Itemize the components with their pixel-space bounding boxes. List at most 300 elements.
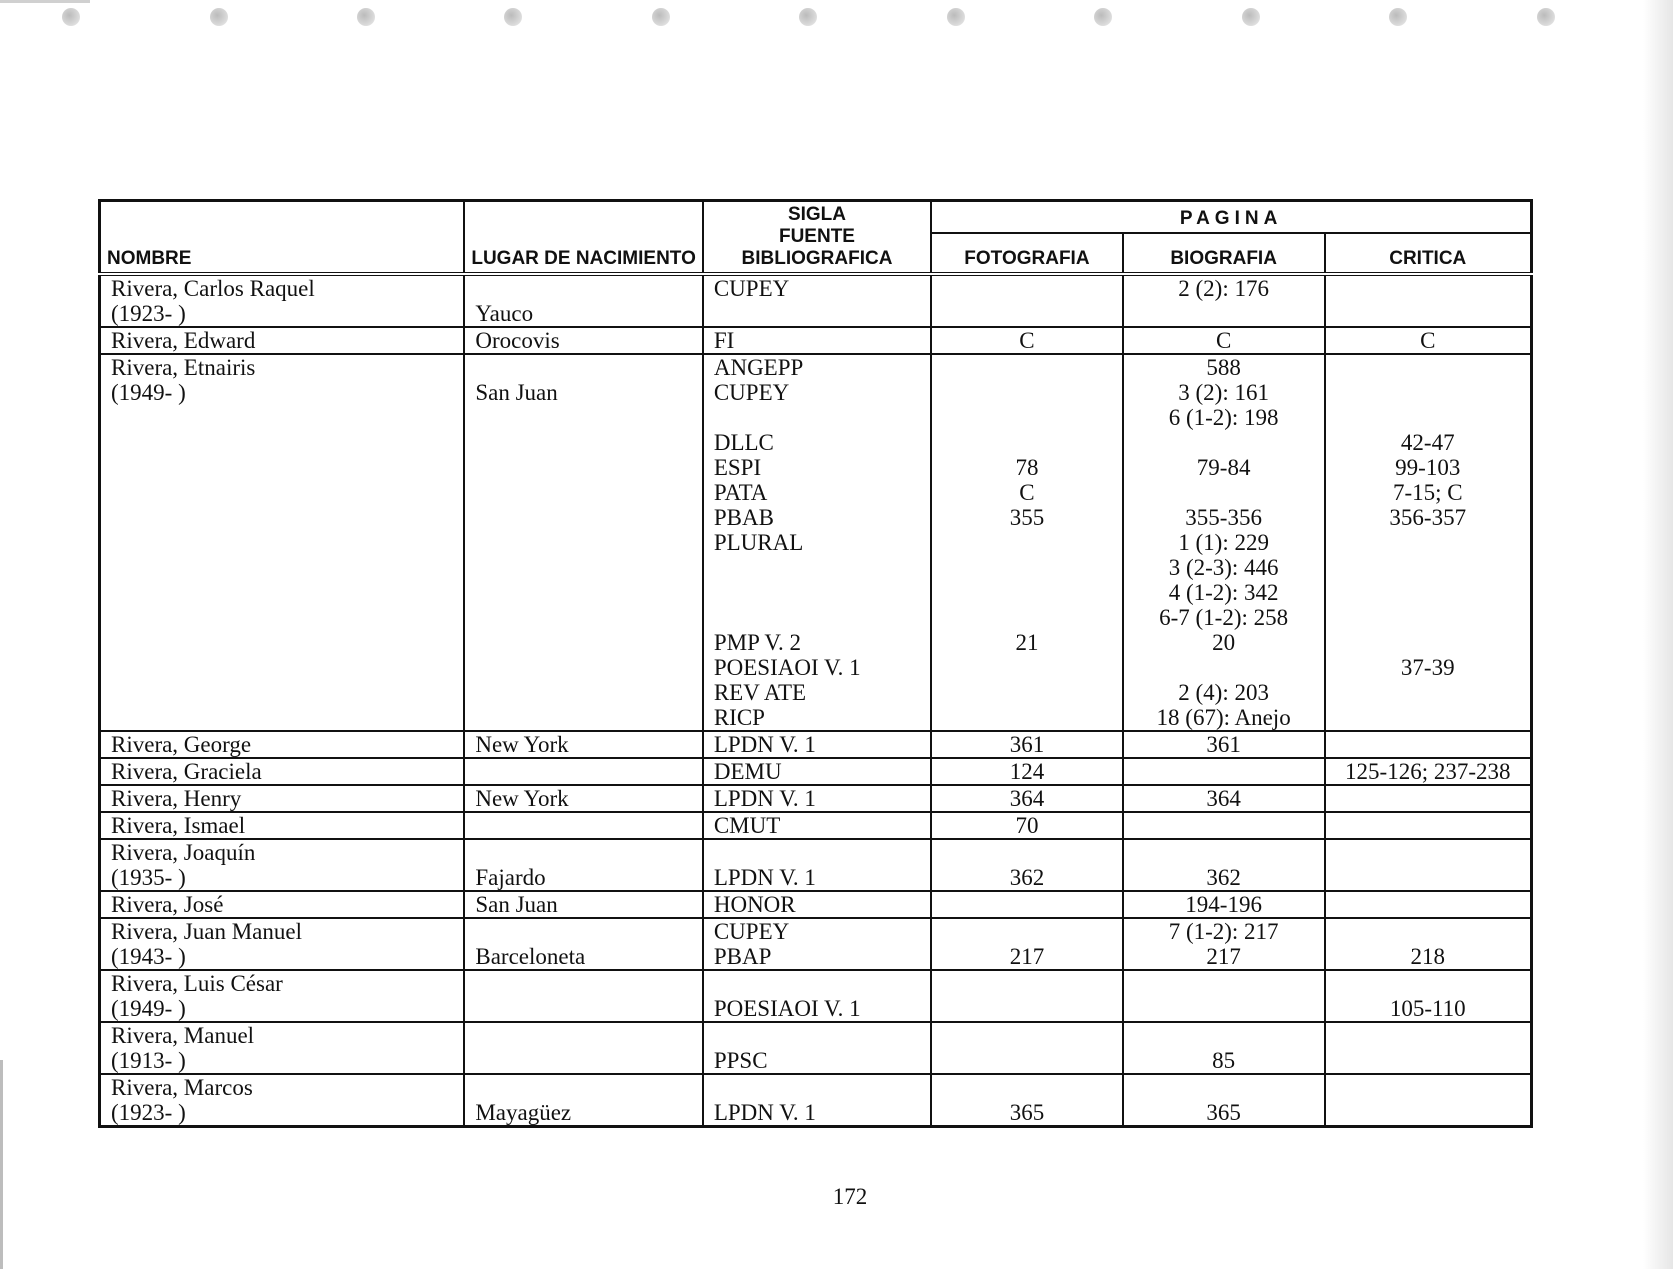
cell-line: 365 <box>1009 1100 1045 1125</box>
cell-line <box>1336 971 1520 996</box>
cell-line <box>1336 732 1520 757</box>
cell-nombre <box>100 274 465 327</box>
cell-line <box>1336 786 1520 811</box>
cell-critica <box>1325 891 1532 918</box>
cell-line: Fajardo <box>475 865 546 890</box>
cell-line: C <box>1019 480 1035 505</box>
cell-line <box>714 301 920 326</box>
header-fotografia: FOTOGRAFIA <box>931 233 1123 274</box>
cell-line: Barceloneta <box>475 944 586 969</box>
cell-line <box>1134 813 1314 838</box>
cell-line: PMP V. 2 <box>713 630 802 655</box>
cell-line <box>942 705 1112 730</box>
cell-line: PLURAL <box>713 530 804 555</box>
cell-biografia <box>1123 839 1325 891</box>
cell-line: POESIAOI V. 1 <box>713 996 861 1021</box>
cell-lugar-de-nacimiento <box>464 839 702 891</box>
binder-hole <box>357 8 375 26</box>
cell-biografia <box>1123 812 1325 839</box>
header-critica: CRITICA <box>1325 233 1532 274</box>
cell-line: (1923- ) <box>111 1100 186 1125</box>
cell-line <box>111 555 453 580</box>
cell-line: FI <box>713 328 735 353</box>
table-row <box>100 354 1532 731</box>
cell-nombre <box>100 785 465 812</box>
cell-line <box>475 680 691 705</box>
cell-lugar-de-nacimiento <box>464 918 702 970</box>
cell-critica <box>1325 918 1532 970</box>
cell-line <box>475 919 691 944</box>
cell-line <box>1336 865 1520 890</box>
cell-fotografia <box>931 758 1123 785</box>
cell-line: Rivera, Ismael <box>111 813 246 838</box>
cell-line: 6-7 (1-2): 258 <box>1159 605 1289 630</box>
cell-line: 7 (1-2): 217 <box>1168 919 1279 944</box>
cell-line <box>942 1023 1112 1048</box>
cell-line: C <box>1420 328 1436 353</box>
cell-line <box>1134 840 1314 865</box>
cell-biografia <box>1123 731 1325 758</box>
header-sigla: SIGLA <box>787 204 847 225</box>
cell-line <box>942 530 1112 555</box>
cell-biografia <box>1123 1074 1325 1127</box>
cell-line: San Juan <box>475 380 558 405</box>
cell-line: 99-103 <box>1395 455 1461 480</box>
cell-fotografia <box>931 1074 1123 1127</box>
cell-line <box>714 555 920 580</box>
binder-hole <box>799 8 817 26</box>
cell-line <box>1134 430 1314 455</box>
cell-biografia <box>1123 758 1325 785</box>
cell-line: Rivera, Luis César <box>111 971 283 996</box>
table-row <box>100 731 1532 758</box>
cell-line <box>942 580 1112 605</box>
cell-line <box>475 1023 691 1048</box>
cell-biografia <box>1123 274 1325 327</box>
cell-line <box>475 1075 691 1100</box>
cell-line <box>942 405 1112 430</box>
cell-lugar-de-nacimiento <box>464 731 702 758</box>
table-body <box>100 274 1532 1127</box>
cell-line <box>1336 301 1520 326</box>
cell-line: 20 <box>1212 630 1236 655</box>
cell-line <box>1336 355 1520 380</box>
cell-line <box>942 605 1112 630</box>
cell-line: Rivera, Edward <box>111 328 256 353</box>
header-pagina: PAGINA <box>931 201 1531 234</box>
cell-critica <box>1325 812 1532 839</box>
cell-line <box>475 996 691 1021</box>
cell-line <box>475 655 691 680</box>
cell-line: Rivera, Henry <box>111 786 242 811</box>
header-lugar-de-nacimiento: LUGAR DE NACIMIENTO <box>464 201 702 275</box>
table-row <box>100 758 1532 785</box>
cell-line <box>475 605 691 630</box>
cell-critica <box>1325 839 1532 891</box>
cell-line <box>1336 530 1520 555</box>
cell-critica <box>1325 758 1532 785</box>
cell-line <box>942 996 1112 1021</box>
cell-line: PBAP <box>713 944 772 969</box>
cell-sigla <box>703 1074 931 1127</box>
cell-line <box>942 919 1112 944</box>
cell-sigla <box>703 891 931 918</box>
cell-biografia <box>1123 891 1325 918</box>
cell-line <box>942 655 1112 680</box>
cell-line <box>111 505 453 530</box>
binder-hole <box>210 8 228 26</box>
cell-line: 21 <box>1015 630 1039 655</box>
cell-critica <box>1325 970 1532 1022</box>
cell-lugar-de-nacimiento <box>464 785 702 812</box>
cell-line <box>942 555 1112 580</box>
cell-nombre <box>100 758 465 785</box>
cell-lugar-de-nacimiento <box>464 758 702 785</box>
cell-line <box>475 840 691 865</box>
cell-nombre <box>100 812 465 839</box>
cell-line: DEMU <box>713 759 782 784</box>
cell-fotografia <box>931 731 1123 758</box>
cell-line <box>1336 840 1520 865</box>
cell-line <box>111 405 453 430</box>
cell-critica <box>1325 327 1532 354</box>
cell-sigla <box>703 785 931 812</box>
cell-line <box>714 1023 920 1048</box>
cell-line <box>111 480 453 505</box>
cell-line <box>1336 1048 1520 1073</box>
cell-line <box>714 580 920 605</box>
cell-critica <box>1325 785 1532 812</box>
cell-lugar-de-nacimiento <box>464 812 702 839</box>
cell-fotografia <box>931 839 1123 891</box>
cell-fotografia <box>931 354 1123 731</box>
cell-biografia <box>1123 785 1325 812</box>
cell-line: (1935- ) <box>111 865 186 890</box>
cell-line <box>714 971 920 996</box>
cell-line <box>111 530 453 555</box>
cell-line <box>1336 405 1520 430</box>
cell-line: Rivera, Marcos <box>111 1075 253 1100</box>
cell-line: 217 <box>1206 944 1241 969</box>
cell-line <box>1134 996 1314 1021</box>
cell-line: CUPEY <box>713 276 790 301</box>
cell-line <box>714 840 920 865</box>
cell-line: Rivera, Joaquín <box>111 840 256 865</box>
cell-line <box>1134 1023 1314 1048</box>
cell-line <box>1336 605 1520 630</box>
cell-line <box>475 813 691 838</box>
binder-hole <box>62 8 80 26</box>
binder-hole <box>652 8 670 26</box>
cell-line <box>1134 301 1314 326</box>
header-nombre: NOMBRE <box>100 201 465 275</box>
cell-line <box>1134 655 1314 680</box>
cell-nombre <box>100 1074 465 1127</box>
cell-line <box>1336 1075 1520 1100</box>
table-row <box>100 327 1532 354</box>
cell-line <box>475 430 691 455</box>
cell-line: 125-126; 237-238 <box>1345 759 1511 784</box>
cell-line: Rivera, Juan Manuel <box>111 919 302 944</box>
cell-line: (1923- ) <box>111 301 186 326</box>
cell-line <box>1134 971 1314 996</box>
cell-line: 364 <box>1206 786 1241 811</box>
cell-line: 37-39 <box>1400 655 1455 680</box>
cell-lugar-de-nacimiento <box>464 1074 702 1127</box>
cell-line <box>475 405 691 430</box>
cell-line <box>475 505 691 530</box>
cell-nombre <box>100 1022 465 1074</box>
cell-line: RICP <box>713 705 765 730</box>
cell-line: 355-356 <box>1185 505 1262 530</box>
cell-line <box>1336 630 1520 655</box>
cell-line <box>111 705 453 730</box>
cell-line <box>1134 1075 1314 1100</box>
table-row <box>100 891 1532 918</box>
cell-sigla <box>703 970 931 1022</box>
cell-sigla <box>703 354 931 731</box>
cell-lugar-de-nacimiento <box>464 274 702 327</box>
cell-line <box>111 630 453 655</box>
cell-line <box>111 580 453 605</box>
cell-line: LPDN V. 1 <box>713 786 816 811</box>
cell-line: 361 <box>1009 732 1045 757</box>
table-row <box>100 1074 1532 1127</box>
cell-line <box>1134 480 1314 505</box>
cell-sigla <box>703 918 931 970</box>
header-sigla-fuente <box>703 201 931 275</box>
cell-fotografia <box>931 274 1123 327</box>
cell-line <box>942 680 1112 705</box>
cell-line <box>942 355 1112 380</box>
cell-line <box>714 605 920 630</box>
cell-line: 78 <box>1015 455 1039 480</box>
cell-line: Rivera, Etnairis <box>111 355 256 380</box>
cell-line <box>1336 1100 1520 1125</box>
cell-line <box>1336 1023 1520 1048</box>
cell-line <box>942 1075 1112 1100</box>
cell-line <box>942 380 1112 405</box>
cell-lugar-de-nacimiento <box>464 970 702 1022</box>
cell-line <box>475 276 691 301</box>
cell-line: 364 <box>1009 786 1045 811</box>
cell-line: POESIAOI V. 1 <box>713 655 861 680</box>
cell-line: 3 (2): 161 <box>1178 380 1269 405</box>
table-row <box>100 918 1532 970</box>
cell-fotografia <box>931 970 1123 1022</box>
cell-sigla <box>703 1022 931 1074</box>
binder-hole <box>504 8 522 26</box>
cell-fotografia <box>931 918 1123 970</box>
cell-fotografia <box>931 891 1123 918</box>
table-row <box>100 839 1532 891</box>
cell-line <box>475 355 691 380</box>
cell-lugar-de-nacimiento <box>464 891 702 918</box>
cell-fotografia <box>931 327 1123 354</box>
bibliography-table <box>98 199 1533 1128</box>
cell-sigla <box>703 731 931 758</box>
cell-nombre <box>100 891 465 918</box>
cell-fotografia <box>931 785 1123 812</box>
cell-line: (1913- ) <box>111 1048 186 1073</box>
cell-line: LPDN V. 1 <box>713 732 816 757</box>
cell-line <box>1134 759 1314 784</box>
cell-line <box>111 430 453 455</box>
cell-line: 124 <box>1009 759 1045 784</box>
cell-line: 356-357 <box>1389 505 1467 530</box>
cell-line: Rivera, José <box>111 892 224 917</box>
cell-line: ANGEPP <box>713 355 804 380</box>
cell-line <box>475 971 691 996</box>
header-biografia: BIOGRAFIA <box>1123 233 1325 274</box>
cell-line <box>475 759 691 784</box>
table-row <box>100 1022 1532 1074</box>
cell-nombre <box>100 918 465 970</box>
cell-biografia <box>1123 970 1325 1022</box>
cell-line: Rivera, George <box>111 732 252 757</box>
cell-line: 2 (2): 176 <box>1178 276 1269 301</box>
cell-line: Rivera, Graciela <box>111 759 262 784</box>
cell-lugar-de-nacimiento <box>464 1022 702 1074</box>
cell-line: Mayagüez <box>475 1100 572 1125</box>
cell-line: 1 (1): 229 <box>1178 530 1269 555</box>
cell-line <box>1336 892 1520 917</box>
cell-line: 355 <box>1009 505 1045 530</box>
cell-sigla <box>703 758 931 785</box>
cell-line: Rivera, Carlos Raquel <box>111 276 315 301</box>
table-row <box>100 785 1532 812</box>
cell-line: 3 (2-3): 446 <box>1168 555 1279 580</box>
header-fuente-bibliografica: FUENTE BIBLIOGRAFICA <box>741 226 893 269</box>
cell-line <box>475 555 691 580</box>
cell-line: 365 <box>1206 1100 1241 1125</box>
cell-line <box>475 530 691 555</box>
cell-line: PPSC <box>713 1048 768 1073</box>
cell-line: C <box>1215 328 1232 353</box>
cell-line <box>942 276 1112 301</box>
cell-sigla <box>703 274 931 327</box>
cell-line: 18 (67): Anejo <box>1156 705 1291 730</box>
cell-line <box>475 455 691 480</box>
cell-line <box>475 705 691 730</box>
cell-critica <box>1325 1022 1532 1074</box>
cell-line <box>1336 555 1520 580</box>
cell-critica <box>1325 354 1532 731</box>
cell-line <box>942 430 1112 455</box>
cell-nombre <box>100 731 465 758</box>
cell-line <box>111 655 453 680</box>
cell-line: 42-47 <box>1400 430 1455 455</box>
cell-line: 194-196 <box>1185 892 1262 917</box>
binder-holes <box>0 0 1673 40</box>
cell-line: ESPI <box>713 455 762 480</box>
cell-line: LPDN V. 1 <box>713 865 816 890</box>
cell-line: Rivera, Manuel <box>111 1023 255 1048</box>
cell-line: 361 <box>1206 732 1241 757</box>
cell-line <box>714 1075 920 1100</box>
cell-line: 2 (4): 203 <box>1178 680 1269 705</box>
cell-line <box>475 630 691 655</box>
table-header <box>100 201 1532 275</box>
cell-line: 6 (1-2): 198 <box>1168 405 1279 430</box>
cell-sigla <box>703 839 931 891</box>
cell-line <box>714 405 920 430</box>
cell-nombre <box>100 970 465 1022</box>
cell-fotografia <box>931 1022 1123 1074</box>
cell-line: CUPEY <box>713 919 790 944</box>
cell-line: LPDN V. 1 <box>713 1100 816 1125</box>
cell-line: New York <box>475 786 569 811</box>
cell-line: 4 (1-2): 342 <box>1168 580 1279 605</box>
cell-nombre <box>100 354 465 731</box>
cell-line <box>942 301 1112 326</box>
table-row <box>100 812 1532 839</box>
cell-line <box>111 455 453 480</box>
cell-critica <box>1325 1074 1532 1127</box>
cell-nombre <box>100 327 465 354</box>
cell-line <box>111 605 453 630</box>
cell-line: Orocovis <box>475 328 560 353</box>
cell-critica <box>1325 731 1532 758</box>
cell-line: PATA <box>713 480 768 505</box>
cell-line: 218 <box>1410 944 1446 969</box>
cell-line: (1949- ) <box>111 380 186 405</box>
cell-line: New York <box>475 732 569 757</box>
cell-sigla <box>703 812 931 839</box>
cell-line: C <box>1019 328 1035 353</box>
cell-biografia <box>1123 354 1325 731</box>
cell-line <box>111 680 453 705</box>
cell-line <box>1336 705 1520 730</box>
cell-line <box>475 1048 691 1073</box>
cell-line: REV ATE <box>713 680 807 705</box>
cell-line <box>942 1048 1112 1073</box>
page-number: 172 <box>832 1184 868 1209</box>
cell-line <box>1336 680 1520 705</box>
cell-line: Yauco <box>475 301 534 326</box>
cell-line: HONOR <box>713 892 796 917</box>
cell-line: 362 <box>1009 865 1045 890</box>
cell-biografia <box>1123 1022 1325 1074</box>
cell-critica <box>1325 274 1532 327</box>
binder-hole <box>1389 8 1407 26</box>
cell-line <box>475 480 691 505</box>
binder-hole <box>1537 8 1555 26</box>
cell-line: DLLC <box>713 430 774 455</box>
cell-line: 79-84 <box>1196 455 1251 480</box>
cell-line: 105-110 <box>1389 996 1466 1021</box>
binder-hole <box>1242 8 1260 26</box>
binder-hole <box>1094 8 1112 26</box>
cell-line <box>475 580 691 605</box>
cell-line <box>1336 813 1520 838</box>
cell-line: San Juan <box>475 892 558 917</box>
scan-edge-mark <box>0 1060 3 1269</box>
cell-line: 85 <box>1212 1048 1236 1073</box>
cell-line <box>942 840 1112 865</box>
table-row <box>100 274 1532 327</box>
cell-line: (1943- ) <box>111 944 186 969</box>
cell-biografia <box>1123 918 1325 970</box>
cell-line: PBAB <box>713 505 774 530</box>
table-row <box>100 970 1532 1022</box>
cell-line <box>1336 580 1520 605</box>
cell-line: CMUT <box>713 813 781 838</box>
page-edge-shadow <box>1643 0 1673 1269</box>
cell-line <box>1336 919 1520 944</box>
cell-line: 70 <box>1015 813 1039 838</box>
cell-line <box>942 971 1112 996</box>
